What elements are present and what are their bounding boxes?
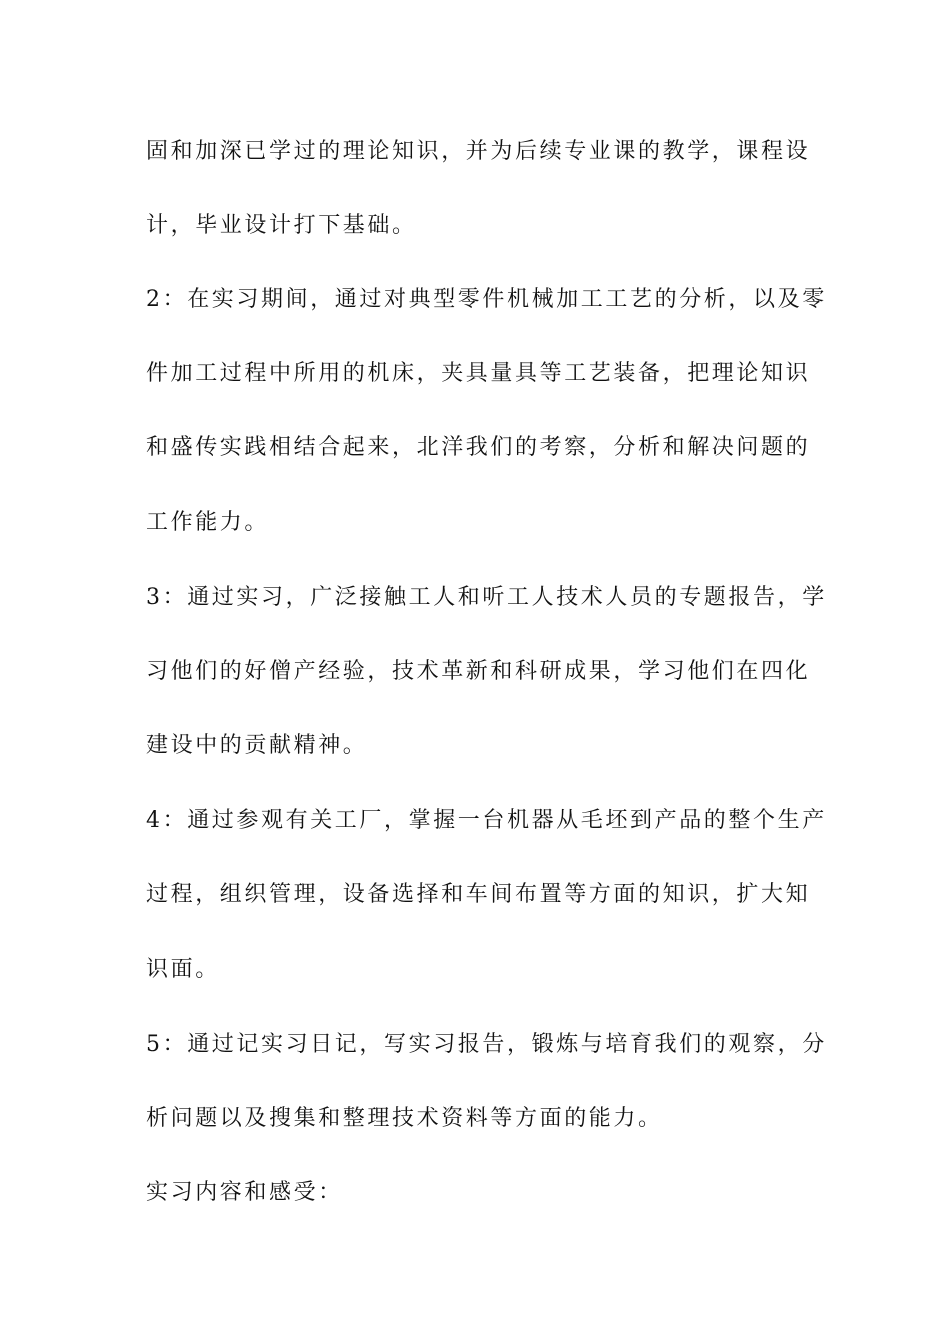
text-line: 4：通过参观有关工厂，掌握一台机器从毛坯到产品的整个生产	[146, 808, 827, 833]
text-line: 计，毕业设计打下基础。	[146, 213, 417, 238]
text-line: 3：通过实习，广泛接触工人和听工人技术人员的专题报告，学	[146, 585, 827, 610]
text-line: 过程，组织管理，设备选择和车间布置等方面的知识，扩大知	[146, 882, 811, 907]
text-line: 固和加深已学过的理论知识，并为后续专业课的教学，课程设	[146, 139, 811, 164]
text-line: 5：通过记实习日记，写实习报告，锻炼与培育我们的观察，分	[146, 1032, 827, 1057]
text-line: 识面。	[146, 957, 220, 982]
text-line: 件加工过程中所用的机床，夹具量具等工艺装备，把理论知识	[146, 361, 811, 386]
text-line: 和盛传实践相结合起来，北洋我们的考察，分析和解决问题的	[146, 435, 811, 460]
text-line: 析问题以及搜集和整理技术资料等方面的能力。	[146, 1106, 663, 1131]
text-line: 习他们的好僧产经验，技术革新和科研成果，学习他们在四化	[146, 659, 811, 684]
text-line: 工作能力。	[146, 510, 270, 535]
text-line: 建设中的贡献精神。	[146, 733, 368, 758]
text-line: 2：在实习期间，通过对典型零件机械加工工艺的分析，以及零	[146, 287, 827, 312]
text-line: 实习内容和感受：	[146, 1180, 343, 1205]
